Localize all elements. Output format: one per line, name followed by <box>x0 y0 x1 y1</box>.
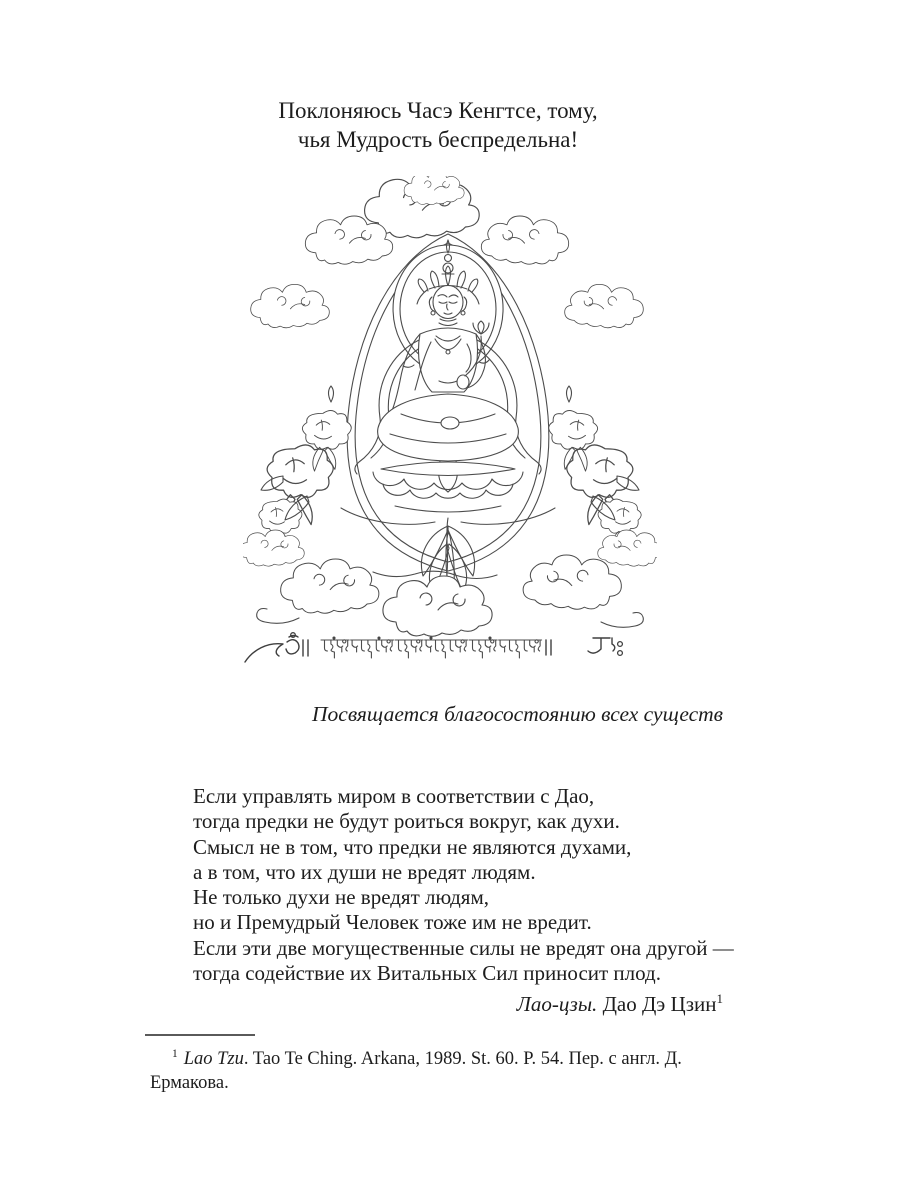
deity-illustration <box>243 176 657 676</box>
hand-right <box>457 375 469 389</box>
quote-line: тогда содействие их Витальных Сил приносит плод. <box>193 961 661 986</box>
quote-line: Если эти две могущественные силы не вредят она другой — <box>193 935 734 960</box>
face <box>433 286 463 319</box>
quote-line: Смысл не в том, что предки не являются духами, <box>193 834 632 859</box>
quote-line: но и Премудрый Человек тоже им не вредит. <box>193 910 592 935</box>
opening-flourish <box>245 644 283 662</box>
footnote-reference: 1 <box>716 991 723 1006</box>
quote-line: Не только духи не вредят людям, <box>193 885 489 910</box>
footnote-text: . Tao Te Ching. Arkana, 1989. St. 60. P. 54. Пер. с англ. Д. Ермакова. <box>150 1049 682 1093</box>
homage-dedication <box>0 96 876 154</box>
quote-line: тогда предки не будут роиться вокруг, как духи. <box>193 809 620 834</box>
foot-sole <box>441 417 459 429</box>
homage-line-2: чья Мудрость беспредельна! <box>297 127 579 152</box>
quote-attribution <box>193 991 723 1017</box>
quote-line: Если управлять миром в соответствии с Дао, <box>193 784 595 808</box>
footnote-source: Lao Tzu <box>183 1049 244 1069</box>
attribution-author: Лао-цзы. <box>516 992 598 1016</box>
lao-tzu-quote <box>193 784 753 986</box>
double-shad <box>303 640 308 656</box>
footnote-marker: 1 <box>172 1047 178 1060</box>
attribution-work: Дао Дэ Цзин <box>597 992 717 1016</box>
closing-shad <box>546 640 551 655</box>
footnote-rule <box>145 1034 255 1036</box>
dedication-to-beings: Посвящается благосостоянию всех существ <box>312 702 723 726</box>
quote-line: а в том, что их души не вредят людям. <box>193 859 536 884</box>
footnote <box>150 1047 765 1095</box>
tibetan-mantra-script <box>245 633 622 662</box>
homage-line-1: Поклоняюсь Часэ Кенгтсе, тому, <box>278 98 598 123</box>
seed-syllable <box>588 638 622 655</box>
